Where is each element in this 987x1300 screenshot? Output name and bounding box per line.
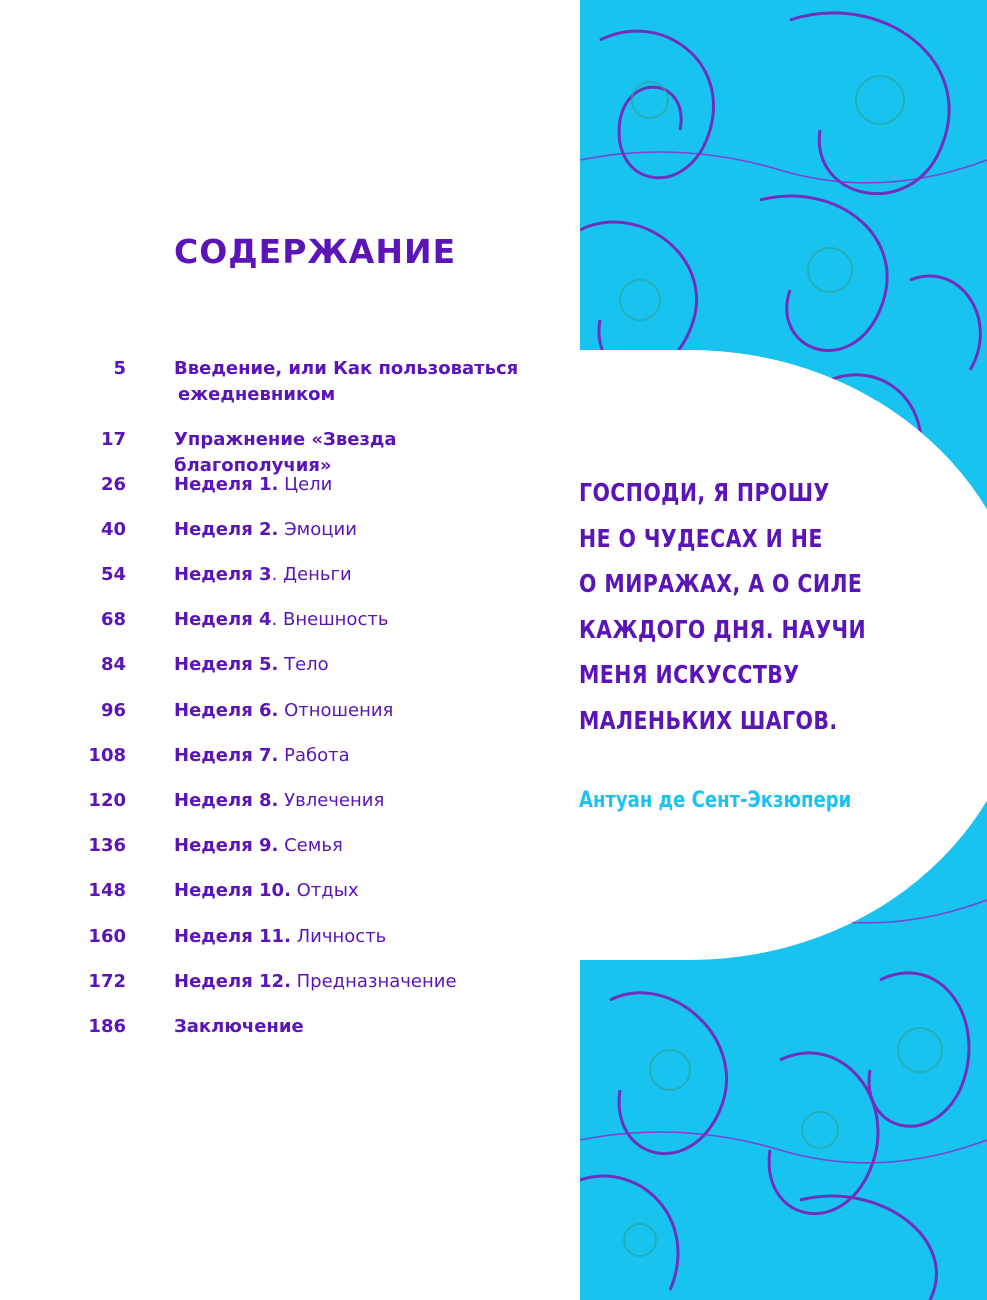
toc-page-number: 96 xyxy=(100,700,126,721)
toc-page-number: 40 xyxy=(100,519,126,540)
toc-entry-rest: Семья xyxy=(278,835,343,856)
toc-entry xyxy=(0,788,570,833)
toc-page-number: 172 xyxy=(88,971,126,992)
toc-entry-label xyxy=(174,788,554,814)
toc-entry-bold: Заключение xyxy=(174,1016,304,1037)
toc-entry xyxy=(0,652,570,697)
epigraph-quote xyxy=(579,470,867,743)
toc-page-number: 26 xyxy=(100,474,126,495)
toc-entry-label xyxy=(174,924,554,950)
toc-entry-label xyxy=(174,833,554,859)
toc-entry xyxy=(0,743,570,788)
toc-entry xyxy=(0,427,570,476)
toc-entry-rest: Предназначение xyxy=(290,971,457,992)
toc-entry xyxy=(0,517,570,562)
quote-line: МАЛЕНЬКИХ ШАГОВ. xyxy=(579,705,838,735)
quote-line: О МИРАЖАХ, А О СИЛЕ xyxy=(579,569,863,598)
toc-entry-label xyxy=(174,878,554,904)
toc-entry-rest: Личность xyxy=(290,926,387,947)
quote-line: НЕ О ЧУДЕСАХ И НЕ xyxy=(579,523,823,553)
toc-entry xyxy=(0,562,570,607)
toc-entry-bold: Неделя 4 xyxy=(174,609,272,630)
toc-page-number: 120 xyxy=(88,790,126,811)
toc-entry-label xyxy=(174,517,554,543)
toc-entry-bold: Неделя 9. xyxy=(174,835,279,856)
toc-entry xyxy=(0,878,570,923)
toc-entry-bold: Неделя 7. xyxy=(174,745,279,766)
toc-entry-rest: Отношения xyxy=(278,700,394,721)
toc-page-number: 84 xyxy=(100,654,126,675)
toc-entry xyxy=(0,833,570,878)
toc-page-number: 136 xyxy=(88,835,126,856)
toc-entry-label xyxy=(174,472,554,498)
toc-page-number: 108 xyxy=(88,745,126,766)
toc-entry xyxy=(0,356,570,405)
toc-page-number: 68 xyxy=(100,609,126,630)
toc-entry-bold: Неделя 11. xyxy=(174,926,291,947)
toc-entry-label xyxy=(174,698,554,724)
toc-entry-label xyxy=(174,562,554,588)
toc-entry xyxy=(0,698,570,743)
toc-page-number: 5 xyxy=(113,358,126,379)
toc-entry-bold: Неделя 12. xyxy=(174,971,291,992)
toc-entry-rest: Увлечения xyxy=(278,790,385,811)
toc-page-number: 160 xyxy=(88,926,126,947)
quote-line: ГОСПОДИ, Я ПРОШУ xyxy=(579,478,830,507)
toc-entry xyxy=(0,969,570,1014)
toc-entry-bold: Неделя 8. xyxy=(174,790,279,811)
toc-entry xyxy=(0,1014,570,1059)
toc-entry-rest: Отдых xyxy=(290,880,359,901)
toc-page-number: 148 xyxy=(88,880,126,901)
toc-entry xyxy=(0,924,570,969)
toc-entry-rest: Эмоции xyxy=(278,519,357,540)
page-title: СОДЕРЖАНИЕ xyxy=(174,232,457,271)
toc-entry xyxy=(0,472,570,517)
quote-line: МЕНЯ ИСКУССТВУ xyxy=(579,660,800,689)
toc-entry-rest: . Деньги xyxy=(271,564,352,585)
toc-page-number: 54 xyxy=(100,564,126,585)
toc-entry-bold: Введение, или Как пользоваться xyxy=(174,358,519,379)
toc-entry-rest: Работа xyxy=(278,745,350,766)
toc-entry-bold: Неделя 2. xyxy=(174,519,279,540)
toc-entry-bold: Неделя 5. xyxy=(174,654,279,675)
toc-entry-label xyxy=(174,607,554,633)
toc-page-number: 186 xyxy=(88,1016,126,1037)
quote-line: КАЖДОГО ДНЯ. НАУЧИ xyxy=(579,614,867,644)
toc-entry-label xyxy=(174,743,554,769)
toc-entry-line2: ежедневником xyxy=(178,384,336,405)
toc-entry xyxy=(0,607,570,652)
epigraph-author: Антуан де Сент-Экзюпери xyxy=(579,788,852,813)
toc-entry-label xyxy=(174,356,554,408)
toc-entry-rest: Цели xyxy=(278,474,333,495)
toc-entry-bold: Неделя 6. xyxy=(174,700,279,721)
toc-entry-bold: Неделя 1. xyxy=(174,474,279,495)
toc-entry-rest: . Внешность xyxy=(271,609,389,630)
toc-page-number: 17 xyxy=(100,429,126,450)
toc-entry-label xyxy=(174,652,554,678)
toc-entry-bold: Упражнение «Звезда благополучия» xyxy=(174,429,397,476)
toc-entry-label xyxy=(174,969,554,995)
toc-entry-bold: Неделя 3 xyxy=(174,564,272,585)
toc-entry-bold: Неделя 10. xyxy=(174,880,291,901)
toc-entry-label xyxy=(174,1014,554,1040)
toc-entry-rest: Тело xyxy=(278,654,329,675)
